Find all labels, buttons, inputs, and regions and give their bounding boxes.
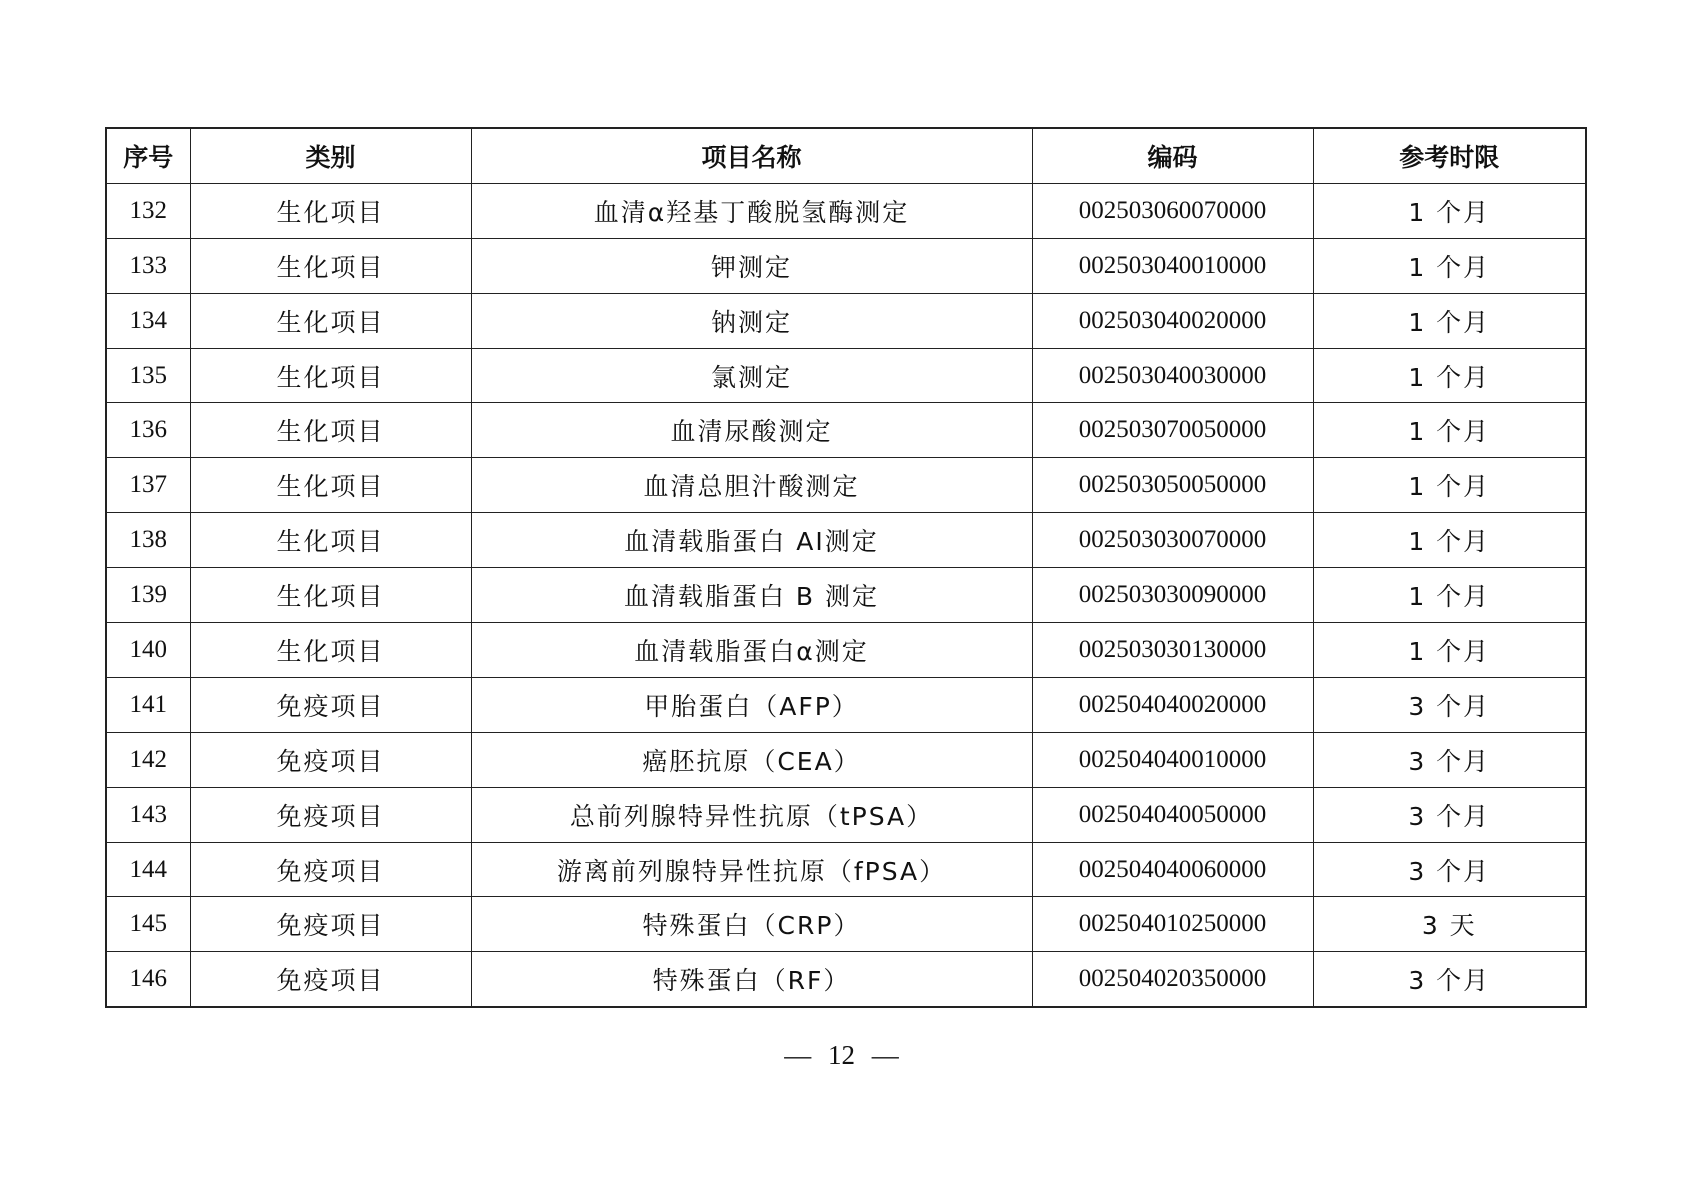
table-row (106, 403, 1586, 458)
cell-seq: 142 (106, 732, 190, 787)
cell-code: 002503060070000 (1032, 183, 1313, 238)
cell-seq: 133 (106, 238, 190, 293)
cell-seq: 136 (106, 403, 190, 458)
cell-time-limit: 1 个月 (1313, 293, 1586, 348)
cell-seq: 140 (106, 623, 190, 678)
cell-category: 生化项目 (190, 293, 471, 348)
table-row (106, 513, 1586, 568)
cell-item-name: 总前列腺特异性抗原（tPSA） (471, 787, 1032, 842)
table-row (106, 732, 1586, 787)
cell-category: 生化项目 (190, 183, 471, 238)
cell-code: 002503030130000 (1032, 623, 1313, 678)
cell-category: 生化项目 (190, 568, 471, 623)
cell-seq: 138 (106, 513, 190, 568)
table-row (106, 348, 1586, 403)
table-row (106, 293, 1586, 348)
table-row (106, 952, 1586, 1007)
cell-item-name: 游离前列腺特异性抗原（fPSA） (471, 842, 1032, 897)
table-row (106, 623, 1586, 678)
table-row (106, 787, 1586, 842)
cell-code: 002503030090000 (1032, 568, 1313, 623)
table-row (106, 897, 1586, 952)
cell-code: 002504040060000 (1032, 842, 1313, 897)
cell-time-limit: 3 天 (1313, 897, 1586, 952)
cell-code: 002504010250000 (1032, 897, 1313, 952)
table-row (106, 677, 1586, 732)
cell-code: 002503040010000 (1032, 238, 1313, 293)
cell-item-name: 癌胚抗原（CEA） (471, 732, 1032, 787)
cell-item-name: 特殊蛋白（RF） (471, 952, 1032, 1007)
cell-seq: 135 (106, 348, 190, 403)
cell-item-name: 钠测定 (471, 293, 1032, 348)
cell-item-name: 血清载脂蛋白 AⅠ测定 (471, 513, 1032, 568)
cell-item-name: 血清尿酸测定 (471, 403, 1032, 458)
cell-category: 免疫项目 (190, 897, 471, 952)
cell-seq: 132 (106, 183, 190, 238)
table-header-row (106, 128, 1586, 183)
cell-seq: 143 (106, 787, 190, 842)
table-body (106, 183, 1586, 1007)
cell-category: 免疫项目 (190, 952, 471, 1007)
cell-category: 免疫项目 (190, 677, 471, 732)
cell-time-limit: 1 个月 (1313, 513, 1586, 568)
cell-category: 生化项目 (190, 458, 471, 513)
cell-time-limit: 1 个月 (1313, 183, 1586, 238)
cell-time-limit: 3 个月 (1313, 952, 1586, 1007)
header-name: 项目名称 (471, 128, 1032, 183)
cell-time-limit: 3 个月 (1313, 677, 1586, 732)
cell-category: 免疫项目 (190, 732, 471, 787)
table-row (106, 568, 1586, 623)
table-row (106, 183, 1586, 238)
page-number-dash-left: — (784, 1040, 812, 1070)
cell-time-limit: 3 个月 (1313, 787, 1586, 842)
header-seq: 序号 (106, 128, 190, 183)
cell-category: 免疫项目 (190, 787, 471, 842)
cell-time-limit: 3 个月 (1313, 732, 1586, 787)
cell-seq: 145 (106, 897, 190, 952)
cell-item-name: 氯测定 (471, 348, 1032, 403)
cell-code: 002504040010000 (1032, 732, 1313, 787)
cell-category: 生化项目 (190, 403, 471, 458)
cell-code: 002503050050000 (1032, 458, 1313, 513)
header-limit: 参考时限 (1313, 128, 1586, 183)
table-row (106, 238, 1586, 293)
cell-code: 002504040050000 (1032, 787, 1313, 842)
cell-time-limit: 1 个月 (1313, 568, 1586, 623)
cell-seq: 146 (106, 952, 190, 1007)
page-number-value: 12 (828, 1040, 855, 1070)
header-code: 编码 (1032, 128, 1313, 183)
cell-item-name: 甲胎蛋白（AFP） (471, 677, 1032, 732)
cell-seq: 144 (106, 842, 190, 897)
cell-code: 002503030070000 (1032, 513, 1313, 568)
cell-seq: 139 (106, 568, 190, 623)
cell-time-limit: 1 个月 (1313, 458, 1586, 513)
cell-code: 002504020350000 (1032, 952, 1313, 1007)
table-row (106, 458, 1586, 513)
cell-category: 生化项目 (190, 238, 471, 293)
cell-item-name: 血清载脂蛋白α测定 (471, 623, 1032, 678)
cell-time-limit: 1 个月 (1313, 623, 1586, 678)
cell-item-name: 血清总胆汁酸测定 (471, 458, 1032, 513)
cell-code: 002503040020000 (1032, 293, 1313, 348)
test-items-table (105, 127, 1587, 1008)
cell-time-limit: 3 个月 (1313, 842, 1586, 897)
cell-item-name: 特殊蛋白（CRP） (471, 897, 1032, 952)
cell-item-name: 钾测定 (471, 238, 1032, 293)
header-category: 类别 (190, 128, 471, 183)
page-number (0, 1040, 1683, 1071)
cell-code: 002503070050000 (1032, 403, 1313, 458)
cell-time-limit: 1 个月 (1313, 348, 1586, 403)
cell-time-limit: 1 个月 (1313, 238, 1586, 293)
cell-category: 生化项目 (190, 513, 471, 568)
cell-category: 免疫项目 (190, 842, 471, 897)
cell-time-limit: 1 个月 (1313, 403, 1586, 458)
cell-category: 生化项目 (190, 348, 471, 403)
cell-item-name: 血清α羟基丁酸脱氢酶测定 (471, 183, 1032, 238)
cell-seq: 137 (106, 458, 190, 513)
cell-code: 002503040030000 (1032, 348, 1313, 403)
cell-item-name: 血清载脂蛋白 B 测定 (471, 568, 1032, 623)
page-number-dash-right: — (871, 1040, 899, 1070)
cell-category: 生化项目 (190, 623, 471, 678)
table-row (106, 842, 1586, 897)
cell-code: 002504040020000 (1032, 677, 1313, 732)
cell-seq: 141 (106, 677, 190, 732)
cell-seq: 134 (106, 293, 190, 348)
